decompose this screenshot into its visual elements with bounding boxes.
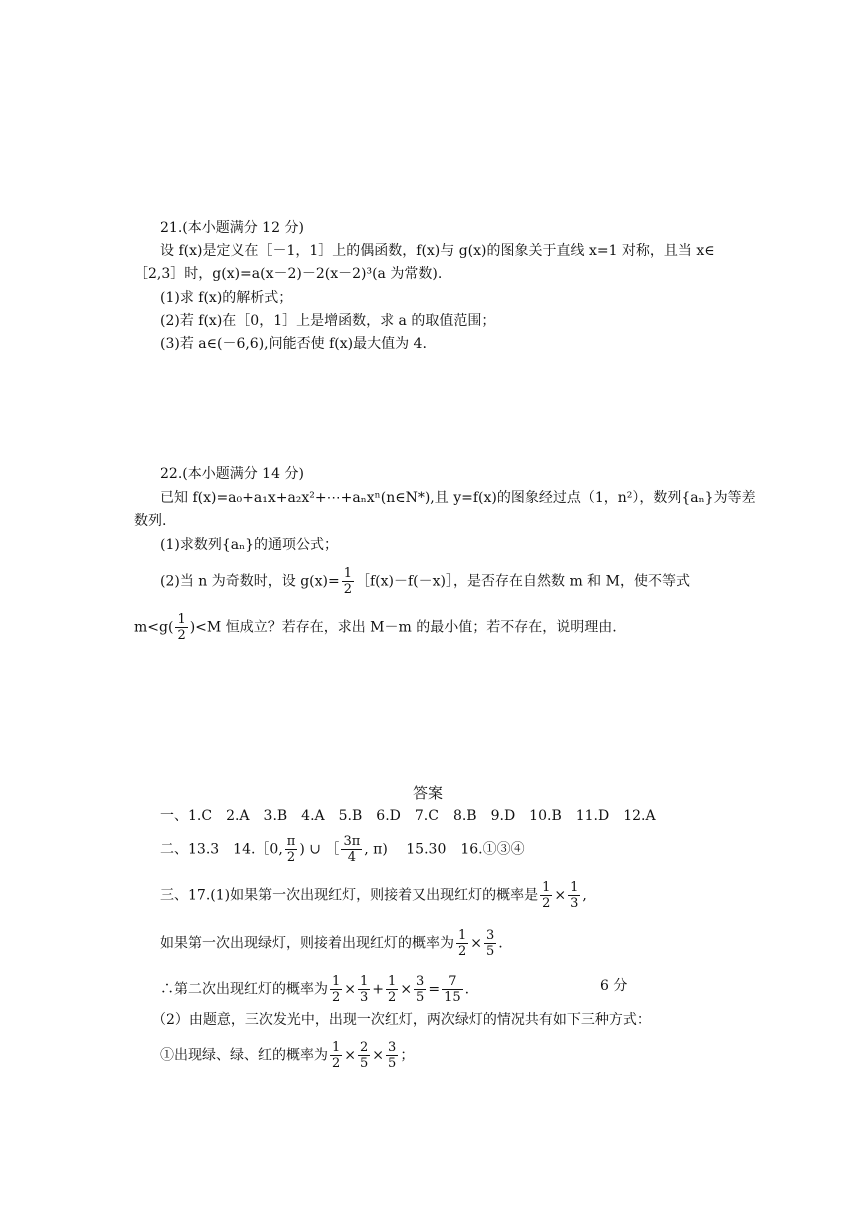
fraction <box>342 566 354 597</box>
q22-part-2-text-a: (2)当 n 为奇数时，设 g(x)= <box>160 573 340 590</box>
answers-row-5 <box>160 974 469 1005</box>
q21-line-2: ［2,3］时，g(x)=a(x－2)－2(x－2)³(a 为常数). <box>134 266 443 282</box>
answers-row-5-text: ∴第二次出现红灯的概率为 <box>160 981 328 998</box>
answers-row-7-text: ①出现绿、绿、红的概率为 <box>160 1047 328 1064</box>
fraction-denominator: 4 <box>347 850 356 865</box>
fraction-denominator: 2 <box>177 628 186 643</box>
fraction-numerator: 7 <box>442 974 463 990</box>
fraction <box>414 974 426 1005</box>
q22-header: 22.(本小题满分 14 分) <box>160 466 304 482</box>
fraction-numerator: 1 <box>570 880 579 895</box>
fraction-denominator: 2 <box>286 850 296 865</box>
fraction <box>341 834 362 865</box>
fraction-denominator: 5 <box>416 990 425 1005</box>
fraction <box>358 974 370 1005</box>
fraction-numerator: 1 <box>332 1040 341 1055</box>
answers-row-2-text-a: 二、13.3 14.［0, <box>160 841 283 858</box>
fraction-denominator: 2 <box>388 990 397 1005</box>
fraction <box>456 928 468 959</box>
fraction-denominator: 3 <box>360 990 369 1005</box>
times-sign: × <box>470 935 483 952</box>
q21-part-2: (2)若 f(x)在［0，1］上是增函数，求 a 的取值范围； <box>160 313 496 329</box>
punctuation: . <box>464 981 470 998</box>
plus-sign: + <box>372 981 385 998</box>
fraction-numerator: 1 <box>360 974 369 989</box>
fraction-denominator: 2 <box>332 990 341 1005</box>
fraction <box>330 1040 342 1071</box>
q21-part-1: (1)求 f(x)的解析式； <box>160 290 293 306</box>
fraction-numerator: 2 <box>360 1040 369 1055</box>
fraction-numerator: 3 <box>416 974 425 989</box>
q22-part-2-cont <box>134 612 617 643</box>
times-sign: × <box>372 1047 385 1064</box>
fraction <box>330 974 342 1005</box>
fraction-denominator: 2 <box>458 944 467 959</box>
answers-row-3 <box>160 880 587 911</box>
fraction-numerator: 3π <box>343 834 361 849</box>
fraction-numerator: 1 <box>388 974 397 989</box>
times-sign: × <box>344 1047 357 1064</box>
fraction <box>358 1040 370 1071</box>
answers-row-2-text-c: , π) 15.30 16.①③④ <box>364 841 525 858</box>
answers-row-4 <box>160 928 503 959</box>
equals-sign: = <box>428 981 441 998</box>
fraction-denominator: 15 <box>444 990 461 1005</box>
fraction-denominator: 2 <box>332 1056 341 1071</box>
fraction-denominator: 2 <box>542 896 551 911</box>
fraction-numerator: π <box>286 834 296 849</box>
q21-header: 21.(本小题满分 12 分) <box>160 220 304 236</box>
fraction-numerator: 1 <box>542 880 551 895</box>
answers-row-7 <box>160 1040 414 1071</box>
fraction <box>484 928 496 959</box>
answers-row-3-text: 三、17.(1)如果第一次出现红灯，则接着又出现红灯的概率是 <box>160 887 539 904</box>
fraction <box>175 612 187 643</box>
fraction-denominator: 3 <box>570 896 579 911</box>
fraction <box>568 880 580 911</box>
q22-line-1: 已知 f(x)=a₀+a₁x+a₂x²+⋯+aₙxⁿ(n∈N*),且 y=f(x)的图象经过点（1，n²），数列{aₙ}为等差 <box>160 490 756 506</box>
fraction-numerator: 1 <box>458 928 467 943</box>
fraction <box>386 1040 398 1071</box>
fraction-numerator: 3 <box>486 928 495 943</box>
q22-part-3-text-a: m<g( <box>134 619 174 636</box>
q21-line-1: 设 f(x)是定义在［－1，1］上的偶函数，f(x)与 g(x)的图象关于直线 x=1 对称，且当 x∈ <box>160 243 715 259</box>
times-sign: × <box>554 887 567 904</box>
fraction-numerator: 1 <box>343 566 352 581</box>
q22-line-2: 数列. <box>134 513 167 529</box>
answers-row-4-text: 如果第一次出现绿灯，则接着出现红灯的概率为 <box>160 935 454 952</box>
answers-title: 答案 <box>413 784 444 802</box>
fraction-numerator: 1 <box>177 612 186 627</box>
fraction-numerator: 1 <box>332 974 341 989</box>
q22-part-3-text-b: )<M 恒成立？若存在，求出 M－m 的最小值；若不存在，说明理由. <box>189 619 617 636</box>
times-sign: × <box>344 981 357 998</box>
fraction-denominator: 5 <box>486 944 495 959</box>
fraction-denominator: 2 <box>343 582 352 597</box>
fraction-numerator: 3 <box>388 1040 397 1055</box>
answers-row-1: 一、1.C 2.A 3.B 4.A 5.B 6.D 7.C 8.B 9.D 10.B 11.D 12.A <box>160 808 656 824</box>
answers-row-2 <box>160 834 525 865</box>
q22-part-1: (1)求数列{aₙ}的通项公式； <box>160 537 339 553</box>
q21-part-3: (3)若 a∈(－6,6),问能否使 f(x)最大值为 4. <box>160 336 427 352</box>
times-sign: × <box>400 981 413 998</box>
q22-part-2-text-b: ［f(x)－f(－x)］，是否存在自然数 m 和 M，使不等式 <box>356 573 690 590</box>
q22-part-2 <box>160 566 690 597</box>
fraction <box>442 974 463 1005</box>
score-label: 6 分 <box>600 978 628 994</box>
punctuation: , <box>582 887 587 904</box>
fraction <box>540 880 552 911</box>
fraction <box>285 834 298 865</box>
fraction-denominator: 5 <box>388 1056 397 1071</box>
punctuation: . <box>498 935 503 952</box>
answers-row-6: （2）由题意，三次发光中，出现一次红灯，两次绿灯的情况共有如下三种方式： <box>152 1012 651 1028</box>
punctuation: ； <box>400 1047 415 1064</box>
fraction-denominator: 5 <box>360 1056 369 1071</box>
answers-row-2-text-b: ) ∪ ［ <box>299 841 340 858</box>
fraction <box>386 974 398 1005</box>
